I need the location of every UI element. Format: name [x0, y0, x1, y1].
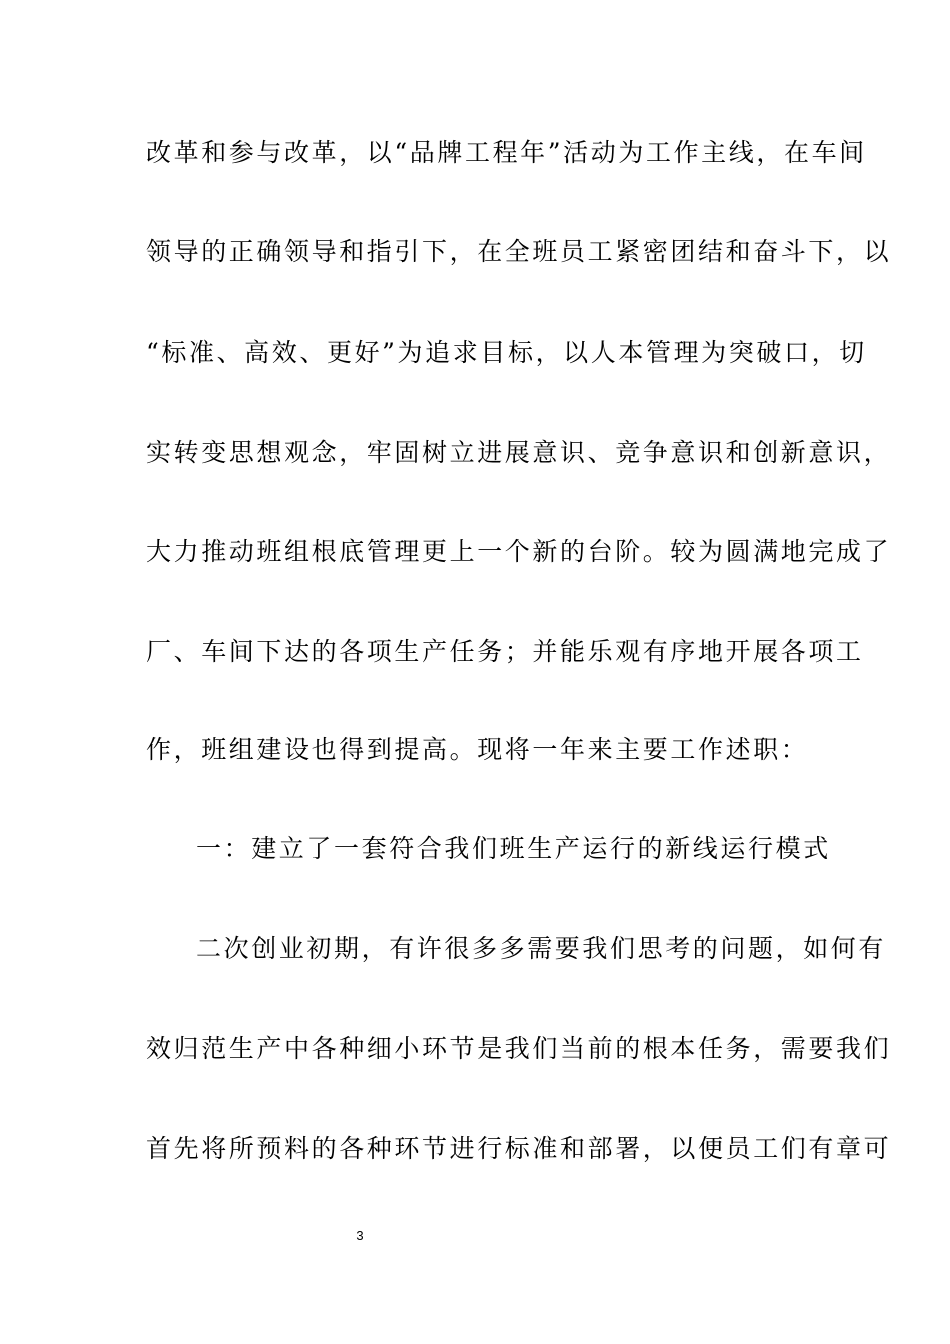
body-text-line: 二次创业初期，有许很多多需要我们思考的问题，如何有	[196, 934, 887, 963]
body-text-line: 大力推动班组根底管理更上一个新的台阶。较为圆满地完成了	[146, 537, 892, 566]
body-text-line: 领导的正确领导和指引下，在全班员工紧密团结和奋斗下，以	[146, 237, 892, 266]
body-text-line: 效归范生产中各种细小环节是我们当前的根本任务，需要我们	[146, 1034, 892, 1063]
body-text-line: 厂、车间下达的各项生产任务；并能乐观有序地开展各项工	[146, 637, 864, 666]
body-text-line: 实转变思想观念，牢固树立进展意识、竞争意识和创新意识，	[146, 438, 892, 467]
body-text-line: 首先将所预料的各种环节进行标准和部署，以便员工们有章可	[146, 1134, 892, 1163]
body-text-line: “标准、高效、更好”为追求目标，以人本管理为突破口，切	[146, 338, 867, 367]
body-text-line: 改革和参与改革，以“品牌工程年”活动为工作主线，在车间	[146, 138, 867, 167]
page-number: 3	[356, 1228, 364, 1243]
body-text-line: 作，班组建设也得到提高。现将一年来主要工作述职：	[146, 735, 809, 764]
section-heading: 一：建立了一套符合我们班生产运行的新线运行模式	[196, 834, 831, 863]
